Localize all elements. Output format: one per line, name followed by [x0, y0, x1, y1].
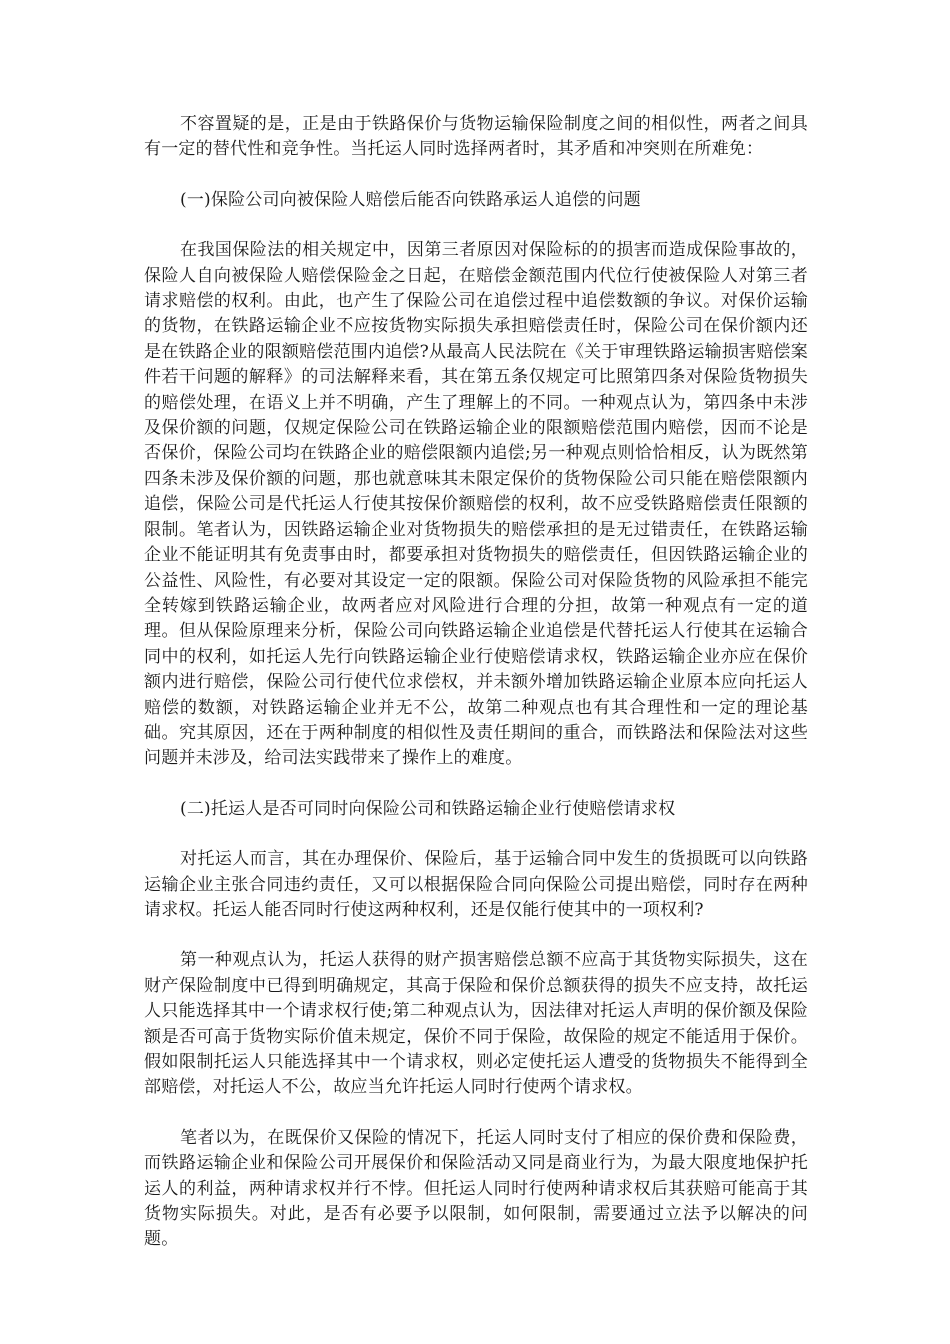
section-heading-2: (二)托运人是否可同时向保险公司和铁路运输企业行使赔偿请求权: [180, 798, 676, 819]
paragraph-section-2-b: 第一种观点认为，托运人获得的财产损害赔偿总额不应高于其货物实际损失，这在财产保险制度中已得到明确规定，其高于保险和保价总额获得的损失不应支持，故托运人只能选择其中一个请求权行使;第二种观点认为，因法律对托运人声明的保价额及保险额是否可高于货物实际价值未规定，保价不同于保险，故保险的规定不能适用于保价。假如限制托运人只能选择其中一个请求权，则必定使托运人遭受的货物损失不能得到全部赔偿，对托运人不公，故应当允许托运人同时行使两个请求权。: [144, 950, 808, 1098]
paragraph-section-2-c: 笔者以为，在既保价又保险的情况下，托运人同时支付了相应的保价费和保险费，而铁路运输企业和保险公司开展保价和保险活动又同是商业行为，为最大限度地保护托运人的利益，两种请求权并行不悖。但托运人同时行使两种请求权后其获赔可能高于其货物实际损失。对此，是否有必要予以限制，如何限制，需要通过立法予以解决的问题。: [144, 1127, 808, 1250]
document-body: [144, 112, 808, 1278]
paragraph-section-1: 在我国保险法的相关规定中，因第三者原因对保险标的的损害而造成保险事故的，保险人自向被保险人赔偿保险金之日起，在赔偿金额范围内代位行使被保险人对第三者请求赔偿的权利。由此，也产生了保险公司在追偿过程中追偿数额的争议。对保价运输的货物，在铁路运输企业不应按货物实际损失承担赔偿责任时，保险公司在保价额内还是在铁路企业的限额赔偿范围内追偿?从最高人民法院在《关于审理铁路运输损害赔偿案件若干问题的解释》的司法解释来看，其在第五条仅规定可比照第四条对保险货物损失的赔偿处理，在语义上并不明确，产生了理解上的不同。一种观点认为，第四条中未涉及保价额的问题，仅规定保险公司在铁路运输企业的限额赔偿范围内赔偿，因而不论是否保价，保险公司均在铁路企业的赔偿限额内追偿;另一种观点则恰恰相反，认为既然第四条未涉及保价额的问题，那也就意味其未限定保价的货物保险公司只能在赔偿限额内追偿，保险公司是代托运人行使其按保价额赔偿的权利，故不应受铁路赔偿责任限额的限制。笔者认为，因铁路运输企业对货物损失的赔偿承担的是无过错责任，在铁路运输企业不能证明其有免责事由时，都要承担对货物损失的赔偿责任，但因铁路运输企业的公益性、风险性，有必要对其设定一定的限额。保险公司对保险货物的风险承担不能完全转嫁到铁路运输企业，故两者应对风险进行合理的分担，故第一种观点有一定的道理。但从保险原理来分析，保险公司向铁路运输企业追偿是代替托运人行使其在运输合同中的权利，如托运人先行向铁路运输企业行使赔偿请求权，铁路运输企业亦应在保价额内进行赔偿，保险公司行使代位求偿权，并未额外增加铁路运输企业原本应向托运人赔偿的数额，对铁路运输企业并无不公，故第二种观点也有其合理性和一定的理论基础。究其原因，还在于两种制度的相似性及责任期间的重合，而铁路法和保险法对这些问题并未涉及，给司法实践带来了操作上的难度。: [144, 240, 808, 769]
section-heading-1: (一)保险公司向被保险人赔偿后能否向铁路承运人追偿的问题: [180, 189, 641, 210]
paragraph-section-2-a: 对托运人而言，其在办理保价、保险后，基于运输合同中发生的货损既可以向铁路运输企业主张合同违约责任，又可以根据保险合同向保险公司提出赔偿，同时存在两种请求权。托运人能否同时行使这两种权利，还是仅能行使其中的一项权利?: [144, 849, 808, 920]
paragraph-intro: 不容置疑的是，正是由于铁路保价与货物运输保险制度之间的相似性，两者之间具有一定的替代性和竞争性。当托运人同时选择两者时，其矛盾和冲突则在所难免：: [144, 114, 808, 160]
